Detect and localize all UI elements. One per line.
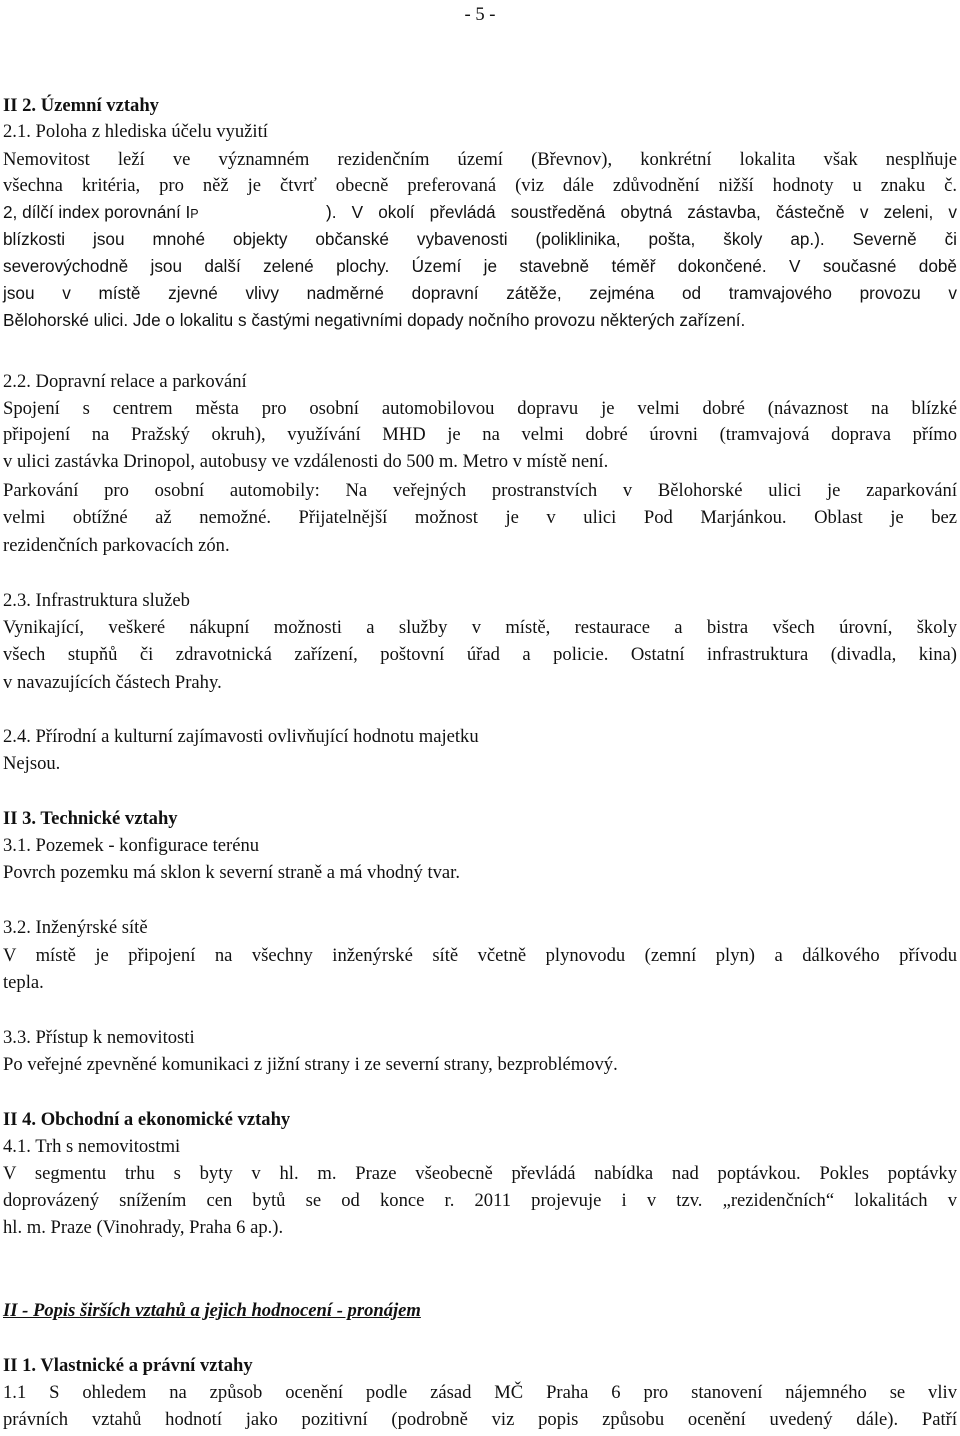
paragraph-line: v navazujících částech Prahy. [3,672,222,693]
paragraph-line: blízkosti jsou mnohé objekty občanské vybavenosti (poliklinika, pošta, školy ap.). Severně či [3,229,957,249]
subsection-heading-3-2: 3.2. Inženýrské sítě [3,917,148,938]
subsection-heading-2-3: 2.3. Infrastruktura služeb [3,590,190,611]
page-number: - 5 - [464,4,496,25]
section-heading-3: II 3. Technické vztahy [3,808,178,829]
paragraph-line: všech stupňů či zdravotnická zařízení, poštovní úřad a policie. Ostatní infrastruktura (divadla, kina) [3,644,957,665]
paragraph-line: Nejsou. [3,753,61,774]
paragraph-line: severovýchodně jsou další zelené plochy. Území je stavebně téměř dokončené. V současné době [3,256,957,276]
paragraph-line: 1.1 S ohledem na způsob ocenění podle zásad MČ Praha 6 pro stanovení nájemného se vliv [3,1382,957,1403]
paragraph-line: ). V okolí převládá soustředěná obytná zástavba, částečně v zeleni, v [326,202,957,222]
paragraph-line-index [3,200,199,228]
index-subscript: P [190,207,199,221]
paragraph-line: Povrch pozemku má sklon k severní straně a má vhodný tvar. [3,862,460,883]
paragraph-line: právních vztahů hodnotí jako pozitivní (podrobně viz popis způsobu ocenění uvedený dále). Patří [3,1409,957,1430]
paragraph-line: V segmentu trhu s byty v hl. m. Praze všeobecně převládá nabídka nad poptávkou. Pokles poptávky [3,1163,957,1184]
paragraph-line: velmi obtížné až nemožné. Přijatelnější možnost je v ulici Pod Marjánkou. Oblast je bez [3,507,957,528]
index-text: 2, dílčí index porovnání I [3,202,191,222]
subsection-heading-3-3: 3.3. Přístup k nemovitosti [3,1027,195,1048]
paragraph-line: rezidenčních parkovacích zón. [3,535,230,556]
paragraph-line: hl. m. Praze (Vinohrady, Praha 6 ap.). [3,1217,284,1238]
paragraph-line: tepla. [3,972,44,993]
paragraph-line: připojení na Pražský okruh), využívání MHD je na velmi dobré úrovni (tramvajová doprava přímo [3,424,957,445]
subsection-heading-3-1: 3.1. Pozemek - konfigurace terénu [3,835,260,856]
paragraph-line: V místě je připojení na všechny inženýrské sítě včetně plynovodu (zemní plyn) a dálkového přívodu [3,945,957,966]
section-heading-4: II 4. Obchodní a ekonomické vztahy [3,1109,291,1130]
paragraph-line: doprovázený snížením cen bytů se od konce r. 2011 projevuje i v tzv. „rezidenčních“ lokalitách v [3,1190,957,1211]
section-heading-1: II 1. Vlastnické a právní vztahy [3,1355,253,1376]
part-heading: II - Popis širších vztahů a jejich hodnocení - pronájem [3,1300,421,1321]
paragraph-line: Po veřejné zpevněné komunikaci z jižní strany i ze severní strany, bezproblémový. [3,1054,618,1075]
paragraph-line: všechna kritéria, pro něž je čtvrť obecně preferovaná (viz dále zdůvodnění nižší hodnoty u znaku č. [3,175,957,196]
paragraph-line: Spojení s centrem města pro osobní automobilovou dopravu je velmi dobré (návaznost na blízké [3,398,957,419]
subsection-heading-4-1: 4.1. Trh s nemovitostmi [3,1136,181,1157]
subsection-heading-2-2: 2.2. Dopravní relace a parkování [3,371,247,392]
paragraph-line: Vynikající, veškeré nákupní možnosti a služby v místě, restaurace a bistra všech úrovní, školy [3,617,957,638]
paragraph-line: Bělohorské ulici. Jde o lokalitu s častými negativními dopady nočního provozu některých zařízení. [3,310,746,330]
paragraph-line: Nemovitost leží ve významném rezidenčním území (Břevnov), konkrétní lokalita však nesplňuje [3,149,957,170]
paragraph-line: v ulici zastávka Drinopol, autobusy ve vzdálenosti do 500 m. Metro v místě není. [3,451,609,472]
paragraph-line: Parkování pro osobní automobily: Na veřejných prostranstvích v Bělohorské ulici je zaparkování [3,480,957,501]
subsection-heading-2-1: 2.1. Poloha z hlediska účelu využití [3,121,268,142]
subsection-heading-2-4: 2.4. Přírodní a kulturní zajímavosti ovlivňující hodnotu majetku [3,726,479,747]
paragraph-line: jsou v místě zjevné vlivy nadměrné dopravní zátěže, zejména od tramvajového provozu v [3,283,957,303]
section-heading-2: II 2. Územní vztahy [3,95,159,116]
